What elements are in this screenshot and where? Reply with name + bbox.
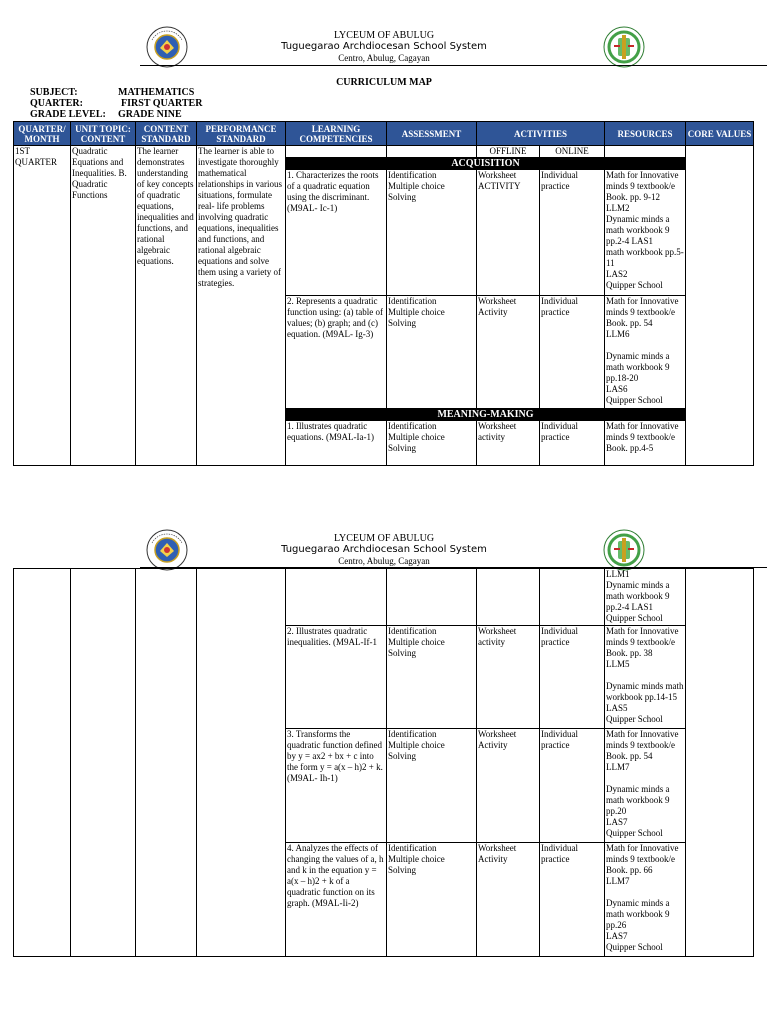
grade-value: GRADE NINE — [118, 109, 182, 120]
competency-cell: 3. Transforms the quadratic function defined by y = ax2 + bx + c into the form y = a(x – h)2 + k. (M9AL- Ih-1) — [286, 729, 387, 843]
school-system: Tuguegarao Archdiocesan School System — [281, 544, 487, 555]
competency-cell: 2. Illustrates quadratic inequalities. (M9AL-If-1 — [286, 626, 387, 729]
cell-quarter — [14, 569, 71, 957]
online-activity-cell: Individual practice — [540, 296, 605, 409]
school-name: LYCEUM OF ABULUG — [333, 30, 435, 41]
online-activity-cell: Individual practice — [540, 843, 605, 957]
competency-cell: 2. Represents a quadratic function using: (a) table of values; (b) graph; and (c) equation. (M9AL- Ig-3) — [286, 296, 387, 409]
assessment-cell: Identification Multiple choice Solving — [387, 729, 477, 843]
online-activity-cell: Individual practice — [540, 729, 605, 843]
resources-cell: Math for Innovative minds 9 textbook/e Book. pp. 38 LLM5 Dynamic minds math workbook pp.14-15 LAS5 Quipper School — [605, 626, 686, 729]
grade-label: GRADE LEVEL: — [30, 109, 106, 120]
header-unit: UNIT TOPIC: CONTENT — [71, 122, 136, 146]
online-activity-cell: Individual practice — [540, 170, 605, 296]
school-header — [0, 533, 768, 567]
subject-label: SUBJECT: — [30, 87, 78, 98]
document-title: CURRICULUM MAP — [336, 77, 432, 88]
header-activities: ACTIVITIES — [477, 122, 605, 146]
offline-activity-cell: Worksheet activity — [477, 626, 540, 729]
school-system: Tuguegarao Archdiocesan School System — [281, 41, 487, 52]
assessment-cell: Identification Multiple choice Solving — [387, 296, 477, 409]
school-address: Centro, Abulug, Cagayan — [338, 556, 430, 566]
header-quarter: QUARTER/ MONTH — [14, 122, 71, 146]
header-competencies: LEARNING COMPETENCIES — [286, 122, 387, 146]
cell-performance-standard: The learner is able to investigate thoroughly mathematical relationships in various situations, formulate real- life problems involving quadratic equations, inequalities and functions, and rational algebraic equations and solve them using a variety of strategies. — [197, 146, 286, 466]
competency-cell: 4. Analyzes the effects of changing the values of a, h and k in the equation y = a(x – h)2 + k of a quadratic function on its graph. (M9AL-Ii-2) — [286, 843, 387, 957]
cell-performance-standard — [197, 569, 286, 957]
school-name: LYCEUM OF ABULUG — [333, 533, 435, 544]
subheader-online: ONLINE — [540, 146, 605, 158]
school-address: Centro, Abulug, Cagayan — [338, 53, 430, 63]
subject-value: MATHEMATICS — [118, 87, 195, 98]
assessment-cell: Identification Multiple choice Solving — [387, 170, 477, 296]
assessment-cell: Identification Multiple choice Solving — [387, 843, 477, 957]
quarter-label: QUARTER: — [30, 98, 83, 109]
online-activity-cell: Individual practice — [540, 626, 605, 729]
online-activity-cell — [540, 569, 605, 626]
cell-unit: Quadratic Equations and Inequalities. B. Quadratic Functions — [71, 146, 136, 466]
curriculum-table-page-2 — [13, 568, 754, 957]
offline-activity-cell: Worksheet Activity — [477, 843, 540, 957]
competency-cell: 1. Illustrates quadratic equations. (M9AL-Ia-1) — [286, 421, 387, 466]
section-meaning-making: MEANING-MAKING — [286, 409, 686, 421]
competency-cell: 1. Characterizes the roots of a quadratic equation using the discriminant. (M9AL- Ic-1) — [286, 170, 387, 296]
resources-cell: Math for Innovative minds 9 textbook/e Book. pp.4-5 — [605, 421, 686, 466]
offline-activity-cell: Worksheet Activity — [477, 729, 540, 843]
offline-activity-cell: Worksheet activity — [477, 421, 540, 466]
header-core-values: CORE VALUES — [686, 122, 754, 146]
online-activity-cell: Individual practice — [540, 421, 605, 466]
cell-content-standard — [136, 569, 197, 957]
cell-unit — [71, 569, 136, 957]
header-assessment: ASSESSMENT — [387, 122, 477, 146]
cell-content-standard: The learner demonstrates understanding of key concepts of quadratic equations, inequalities and functions, and rational algebraic equations. — [136, 146, 197, 466]
resources-cell: Math for Innovative minds 9 textbook/e Book. pp. 66 LLM7 Dynamic minds a math workbook 9 pp.26 LAS7 Quipper School — [605, 843, 686, 957]
assessment-cell: Identification Multiple choice Solving — [387, 421, 477, 466]
offline-activity-cell — [477, 569, 540, 626]
assessment-cell: Identification Multiple choice Solving — [387, 626, 477, 729]
offline-activity-cell: Worksheet ACTIVITY — [477, 170, 540, 296]
quarter-value: FIRST QUARTER — [121, 98, 203, 109]
header-resources: RESOURCES — [605, 122, 686, 146]
cell-core-values — [686, 569, 754, 957]
cell-quarter: 1ST QUARTER — [14, 146, 71, 466]
table-row — [14, 569, 754, 626]
resources-cell: Math for Innovative minds 9 textbook/e Book. pp. 54 LLM6 Dynamic minds a math workbook 9 pp.18-20 LAS6 Quipper School — [605, 296, 686, 409]
resources-cell: Math for Innovative minds 9 textbook/e Book. pp. 9-12 LLM2 Dynamic minds a math workbook 9 pp.2-4 LAS1 math workbook pp.5-11 LAS2 Quipper School — [605, 170, 686, 296]
resources-cell: LLM1 Dynamic minds a math workbook 9 pp.2-4 LAS1 Quipper School — [605, 569, 686, 626]
header-content-standard: CONTENT STANDARD — [136, 122, 197, 146]
assessment-cell — [387, 569, 477, 626]
resources-cell: Math for Innovative minds 9 textbook/e Book. pp. 54 LLM7 Dynamic minds a math workbook 9 pp.20 LAS7 Quipper School — [605, 729, 686, 843]
header-performance-standard: PERFORMANCE STANDARD — [197, 122, 286, 146]
subheader-offline: OFFLINE — [477, 146, 540, 158]
section-acquisition: ACQUISITION — [286, 158, 686, 170]
offline-activity-cell: Worksheet Activity — [477, 296, 540, 409]
competency-cell — [286, 569, 387, 626]
